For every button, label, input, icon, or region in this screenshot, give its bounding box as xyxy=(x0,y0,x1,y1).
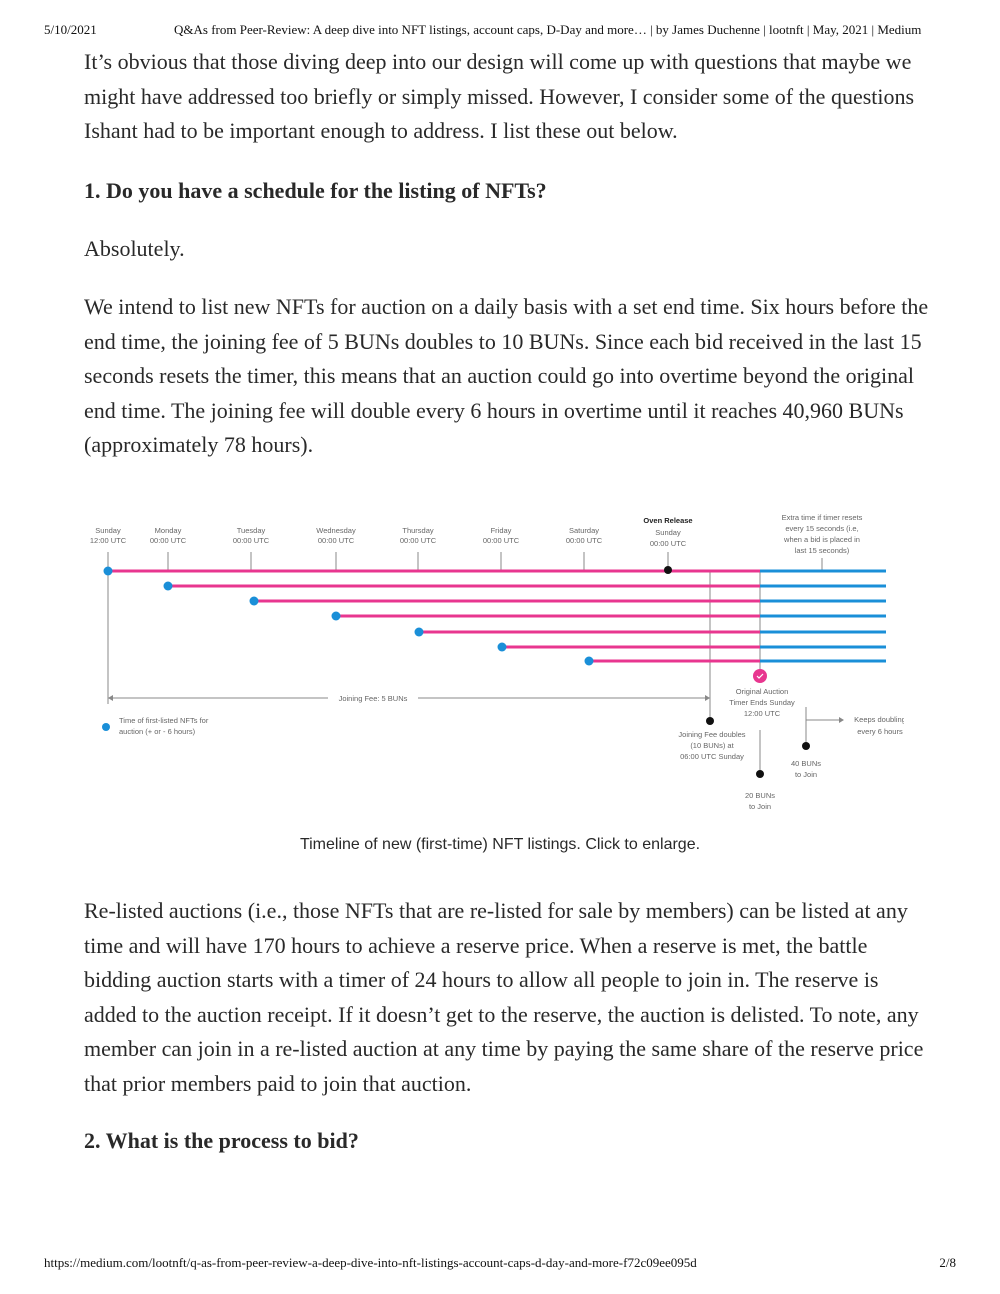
q1-answer-long: We intend to list new NFTs for auction on a daily basis with a set end time. Six hours before the end time, the joining fee of 5 BUNs doubles to 10 BUNs. Since each bid received in the last 15 seconds resets the timer, this means that an auction could go into overtime beyond the original end time. The joining fee will double every 6 hours in overtime until it reaches 40,960 BUNs (approximately 78 hours). xyxy=(84,294,929,457)
original-auction-label: 12:00 UTC xyxy=(743,709,781,718)
listing-start-dot xyxy=(332,612,341,621)
oven-release-title: Oven Release xyxy=(643,516,693,525)
print-title: Q&As from Peer-Review: A deep dive into NFT listings, account caps, D-Day and more… | by James Duchenne | lootnft | May, 2021 | Medium xyxy=(174,22,922,37)
legend-text: auction (+ or - 6 hours) xyxy=(119,727,196,736)
print-date: 5/10/2021 xyxy=(44,22,97,37)
original-auction-end-marker xyxy=(753,669,767,683)
day-label-line1: Thursday xyxy=(402,526,434,535)
original-auction-label: Timer Ends Sunday xyxy=(729,698,795,707)
twenty-buns-label: to Join xyxy=(748,802,772,811)
original-auction-label: Original Auction xyxy=(735,687,789,696)
day-label-line2: 00:00 UTC xyxy=(482,536,520,545)
fee-doubles-label: (10 BUNs) at xyxy=(690,741,734,750)
day-label-line2: 00:00 UTC xyxy=(317,536,355,545)
fee-doubles-label: Joining Fee doubles xyxy=(678,730,746,739)
print-url: https://medium.com/lootnft/q-as-from-peer-review-a-deep-dive-into-nft-listings-account-caps-d-day-and-more-f72c09ee095d xyxy=(44,1255,697,1270)
reference-lines xyxy=(108,571,760,719)
timeline-diagram xyxy=(84,504,904,820)
fee-doubles-dot xyxy=(706,717,714,725)
extra-time-note: last 15 seconds) xyxy=(794,546,850,555)
fee-annotations xyxy=(678,687,904,811)
page-number: 2/8 xyxy=(939,1255,956,1270)
extra-time-note: every 15 seconds (i.e, xyxy=(785,524,859,533)
forty-buns-label: 40 BUNs xyxy=(790,759,822,768)
day-label-line1: Saturday xyxy=(568,526,600,535)
joining-fee-label: Joining Fee: 5 BUNs xyxy=(338,694,408,703)
day-label-line1: Wednesday xyxy=(316,526,356,535)
extra-time-note: when a bid is placed in xyxy=(784,535,860,544)
listing-start-dot xyxy=(585,657,594,666)
print-header xyxy=(0,22,1000,42)
legend-blue-dot xyxy=(102,723,110,731)
listing-start-dot xyxy=(104,567,113,576)
arrow-right-icon xyxy=(705,695,710,701)
legend xyxy=(102,716,209,736)
day-label-line1: Friday xyxy=(490,526,512,535)
day-label-line2: 12:00 UTC xyxy=(89,536,127,545)
twenty-buns-label: 20 BUNs xyxy=(744,791,776,800)
day-label-line1: Sunday xyxy=(95,526,121,535)
day-label-line2: 00:00 UTC xyxy=(565,536,603,545)
oven-release-dot xyxy=(664,566,672,574)
arrow-left-icon xyxy=(108,695,113,701)
timeline-figure[interactable] xyxy=(84,504,904,820)
keeps-doubling-label: every 6 hours xyxy=(857,727,903,736)
listing-start-dot xyxy=(498,643,507,652)
joining-fee-span xyxy=(108,690,710,704)
keeps-doubling-label: Keeps doubling xyxy=(854,715,904,724)
arrow-right-icon xyxy=(839,717,844,723)
relisted-paragraph: Re-listed auctions (i.e., those NFTs that are re-listed for sale by members) can be listed at any time and will have 170 hours to achieve a reserve price. When a reserve is met, the battle bidding auction starts with a timer of 24 hours to allow all people to join in. The reserve is added to the auction receipt. If it doesn’t get to the reserve, the auction is delisted. To note, any member can join in a re-listed auction at any time by paying the same share of the reserve price that prior members paid to join that auction. xyxy=(84,898,924,1096)
listing-start-dot xyxy=(250,597,259,606)
listing-start-dot xyxy=(415,628,424,637)
q1-heading: 1. Do you have a schedule for the listing of NFTs? xyxy=(84,178,547,203)
listing-bars xyxy=(104,566,887,683)
oven-release-day: Sunday xyxy=(655,528,681,537)
intro-paragraph: It’s obvious that those diving deep into our design will come up with questions that maybe we might have addressed too briefly or simply missed. However, I consider some of the questions Ishant had to be important enough to address. I list these out below. xyxy=(84,49,915,143)
day-label-line2: 00:00 UTC xyxy=(232,536,270,545)
fee-doubles-label: 06:00 UTC Sunday xyxy=(680,752,744,761)
print-footer xyxy=(0,1255,1000,1275)
day-label-line2: 00:00 UTC xyxy=(149,536,187,545)
q2-heading: 2. What is the process to bid? xyxy=(84,1128,359,1153)
extra-time-note: Extra time if timer resets xyxy=(781,513,863,522)
legend-text: Time of first-listed NFTs for xyxy=(119,716,209,725)
figure-caption: Timeline of new (first-time) NFT listings. Click to enlarge. xyxy=(299,836,701,853)
twenty-buns-dot xyxy=(756,770,764,778)
oven-release-time: 00:00 UTC xyxy=(649,539,687,548)
day-label-line2: 00:00 UTC xyxy=(399,536,437,545)
q1-answer-short: Absolutely. xyxy=(84,236,185,261)
forty-buns-dot xyxy=(802,742,810,750)
forty-buns-label: to Join xyxy=(794,770,818,779)
listing-start-dot xyxy=(164,582,173,591)
day-labels xyxy=(90,513,863,555)
day-ticks xyxy=(108,552,822,571)
day-label-line1: Tuesday xyxy=(236,526,266,535)
day-label-line1: Monday xyxy=(154,526,182,535)
